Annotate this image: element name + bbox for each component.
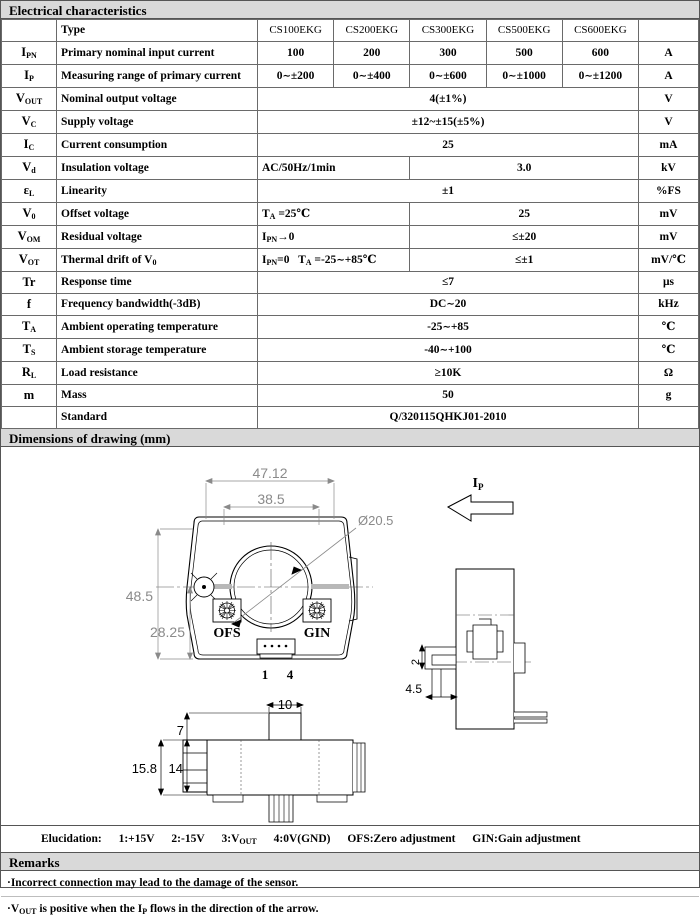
row-value-2: 200 — [334, 42, 410, 65]
row-parameter-name: Standard — [57, 407, 258, 429]
elucidation-item-5: OFS:Zero adjustment — [347, 833, 456, 845]
row-symbol: $V_{OM}$ — [2, 226, 57, 249]
dim-label-bottom-inner: 14 — [168, 761, 183, 776]
row-symbol: $T_S$ — [2, 339, 57, 362]
label-ofs: OFS — [213, 626, 241, 641]
row-condition: AC/50Hz/1min — [258, 157, 410, 180]
row-symbol: $V_C$ — [2, 111, 57, 134]
row-unit: A — [639, 65, 699, 88]
table-row — [2, 42, 699, 65]
row-span-value: -40∼+100 — [258, 339, 639, 362]
row-span-value: ≤±1 — [410, 249, 639, 272]
row-span-value: 25 — [258, 134, 639, 157]
row-parameter-name: Supply voltage — [57, 111, 258, 134]
table-row — [2, 272, 699, 294]
row-condition: $T_A$ =25℃ — [258, 203, 410, 226]
row-parameter-name: Current consumption — [57, 134, 258, 157]
remark2-sub-p: P — [142, 907, 148, 916]
header-model-3: CS300EKG — [410, 20, 486, 42]
header-model-4: CS500EKG — [486, 20, 562, 42]
row-symbol — [2, 407, 57, 429]
row-symbol: $V_{OT}$ — [2, 249, 57, 272]
ofs-trimmer-glyph — [218, 601, 236, 620]
row-symbol: $V_0$ — [2, 203, 57, 226]
row-value-1: 0∼±200 — [258, 65, 334, 88]
label-pin-1: 1 — [261, 667, 269, 682]
row-value-5: 600 — [562, 42, 638, 65]
remark2-mid: is positive when the I — [36, 903, 143, 915]
row-value-2: 0∼±400 — [334, 65, 410, 88]
row-span-value: 4(±1%) — [258, 88, 639, 111]
row-condition: $I_{PN}\to 0$ — [258, 226, 410, 249]
dim-label-side-small: 2 — [410, 659, 422, 666]
table-row — [2, 157, 699, 180]
row-span-value: ≥10K — [258, 362, 639, 385]
table-row — [2, 294, 699, 316]
front-connector-base — [260, 654, 292, 658]
section-title-electrical: Electrical characteristics — [1, 1, 699, 19]
table-row — [2, 249, 699, 272]
dim-label-hole-diameter: Ø20.5 — [358, 513, 394, 528]
table-row — [2, 316, 699, 339]
row-span-value: 3.0 — [410, 157, 639, 180]
row-parameter-name: Nominal output voltage — [57, 88, 258, 111]
header-model-2: CS200EKG — [334, 20, 410, 42]
row-parameter-name: Primary nominal input current — [57, 42, 258, 65]
table-row — [2, 180, 699, 203]
row-symbol: $T_A$ — [2, 316, 57, 339]
vout-subscript: OUT — [239, 837, 257, 846]
remark2-post: flows in the direction of the arrow. — [147, 903, 319, 915]
row-span-value: ±12~±15(±5%) — [258, 111, 639, 134]
row-unit: kV — [639, 157, 699, 180]
dim-label-bottom-top: 7 — [176, 723, 184, 738]
row-unit: Ω — [639, 362, 699, 385]
row-span-value: ≤7 — [258, 272, 639, 294]
elucidation-title: Elucidation: — [41, 833, 102, 845]
row-unit: %FS — [639, 180, 699, 203]
row-symbol: $V_{OUT}$ — [2, 88, 57, 111]
row-unit: ℃ — [639, 339, 699, 362]
row-symbol: $\varepsilon_L$ — [2, 180, 57, 203]
row-unit: mV — [639, 226, 699, 249]
side-view — [425, 569, 547, 729]
header-unit-cell — [639, 20, 699, 42]
remark-item-2 — [1, 897, 699, 922]
dim-38-5 — [224, 505, 319, 526]
table-header-row — [2, 20, 699, 42]
row-parameter-name: Measuring range of primary current — [57, 65, 258, 88]
row-unit — [639, 407, 699, 429]
row-span-value: DC∼20 — [258, 294, 639, 316]
dimensions-drawing — [1, 447, 699, 826]
electrical-characteristics-table — [1, 19, 699, 429]
current-direction-arrow — [448, 495, 513, 521]
elucidation-item-3: $3:V_{OUT}$ — [221, 833, 257, 846]
dim-diameter-leader — [232, 528, 356, 627]
dim-4-5 — [426, 695, 457, 700]
label-current-arrow: $I_P$ — [472, 476, 484, 492]
table-row — [2, 362, 699, 385]
row-unit: ℃ — [639, 316, 699, 339]
row-symbol: $I_C$ — [2, 134, 57, 157]
table-row — [2, 203, 699, 226]
front-connector-body — [257, 639, 295, 654]
label-gin: GIN — [303, 626, 331, 641]
elucidation-item-6: GIN:Gain adjustment — [472, 833, 581, 845]
hinge-center-dot — [202, 585, 206, 589]
row-parameter-name: Load resistance — [57, 362, 258, 385]
row-unit: mV — [639, 203, 699, 226]
section-title-dimensions: Dimensions of drawing (mm) — [1, 429, 699, 447]
row-span-value: -25∼+85 — [258, 316, 639, 339]
remark2-sub-out: OUT — [19, 907, 37, 916]
row-value-1: 100 — [258, 42, 334, 65]
dim-label-side-offset: 4.5 — [405, 682, 422, 696]
table-row — [2, 339, 699, 362]
row-parameter-name: Ambient storage temperature — [57, 339, 258, 362]
table-row — [2, 407, 699, 429]
row-unit: g — [639, 385, 699, 407]
row-unit: mV/℃ — [639, 249, 699, 272]
row-symbol: Tr — [2, 272, 57, 294]
row-parameter-name: Frequency bandwidth(-3dB) — [57, 294, 258, 316]
row-parameter-name: Thermal drift of $V_0$ — [57, 249, 258, 272]
row-unit: V — [639, 88, 699, 111]
elucidation-item-1: 1:+15V — [118, 833, 155, 845]
latch-tab — [349, 557, 357, 621]
header-model-1: CS100EKG — [258, 20, 334, 42]
drawing-svg — [1, 447, 699, 825]
bottom-view — [183, 713, 365, 822]
row-span-value: Q/320115QHKJ01-2010 — [258, 407, 639, 429]
table-row — [2, 111, 699, 134]
row-value-3: 300 — [410, 42, 486, 65]
dim-label-height-total: 48.5 — [125, 588, 153, 604]
dim-label-bottom-height: 15.8 — [131, 761, 157, 776]
gin-trimmer-glyph — [308, 601, 326, 620]
elucidation-line — [1, 826, 699, 853]
row-unit: A — [639, 42, 699, 65]
table-row — [2, 134, 699, 157]
row-parameter-name: Insulation voltage — [57, 157, 258, 180]
row-span-value: ±1 — [258, 180, 639, 203]
dim-label-width-outer: 47.12 — [252, 465, 288, 481]
row-parameter-name: Response time — [57, 272, 258, 294]
dim-7 — [185, 713, 269, 740]
dim-label-width-inner: 38.5 — [257, 491, 285, 507]
row-value-4: 0∼±1000 — [486, 65, 562, 88]
row-span-value: ≤±20 — [410, 226, 639, 249]
table-row — [2, 88, 699, 111]
row-value-3: 0∼±600 — [410, 65, 486, 88]
row-value-5: 0∼±1200 — [562, 65, 638, 88]
row-parameter-name: Mass — [57, 385, 258, 407]
section-title-remarks: Remarks — [1, 853, 699, 871]
label-pin-4: 4 — [286, 667, 294, 682]
table-row — [2, 226, 699, 249]
dim-label-height-partial: 28.25 — [149, 624, 185, 640]
row-unit: V — [639, 111, 699, 134]
row-symbol: $V_d$ — [2, 157, 57, 180]
row-symbol: m — [2, 385, 57, 407]
remark-item-1: ·Incorrect connection may lead to the damage of the sensor. — [1, 871, 699, 897]
row-unit: μs — [639, 272, 699, 294]
split-band-right — [311, 584, 349, 589]
elucidation-item-4: 4:0V(GND) — [273, 833, 331, 845]
row-parameter-name: Offset voltage — [57, 203, 258, 226]
table-row — [2, 65, 699, 88]
row-symbol: $I_P$ — [2, 65, 57, 88]
table-row — [2, 385, 699, 407]
row-unit: mA — [639, 134, 699, 157]
row-unit: kHz — [639, 294, 699, 316]
row-parameter-name: Ambient operating temperature — [57, 316, 258, 339]
row-symbol: $R_L$ — [2, 362, 57, 385]
row-symbol: $I_{PN}$ — [2, 42, 57, 65]
row-value-4: 500 — [486, 42, 562, 65]
header-model-5: CS600EKG — [562, 20, 638, 42]
elucidation-item-2: 2:-15V — [171, 833, 205, 845]
row-parameter-name: Linearity — [57, 180, 258, 203]
row-symbol: f — [2, 294, 57, 316]
header-symbol-cell — [2, 20, 57, 42]
row-span-value: 50 — [258, 385, 639, 407]
row-condition: $I_{PN}=0$ $T_A$ =-25∼+85℃ — [258, 249, 410, 272]
header-type-cell: Type — [57, 20, 258, 42]
dim-label-bottom-width: 10 — [277, 697, 293, 712]
row-parameter-name: Residual voltage — [57, 226, 258, 249]
row-span-value: 25 — [410, 203, 639, 226]
remark2-pre: ·V — [7, 903, 20, 915]
